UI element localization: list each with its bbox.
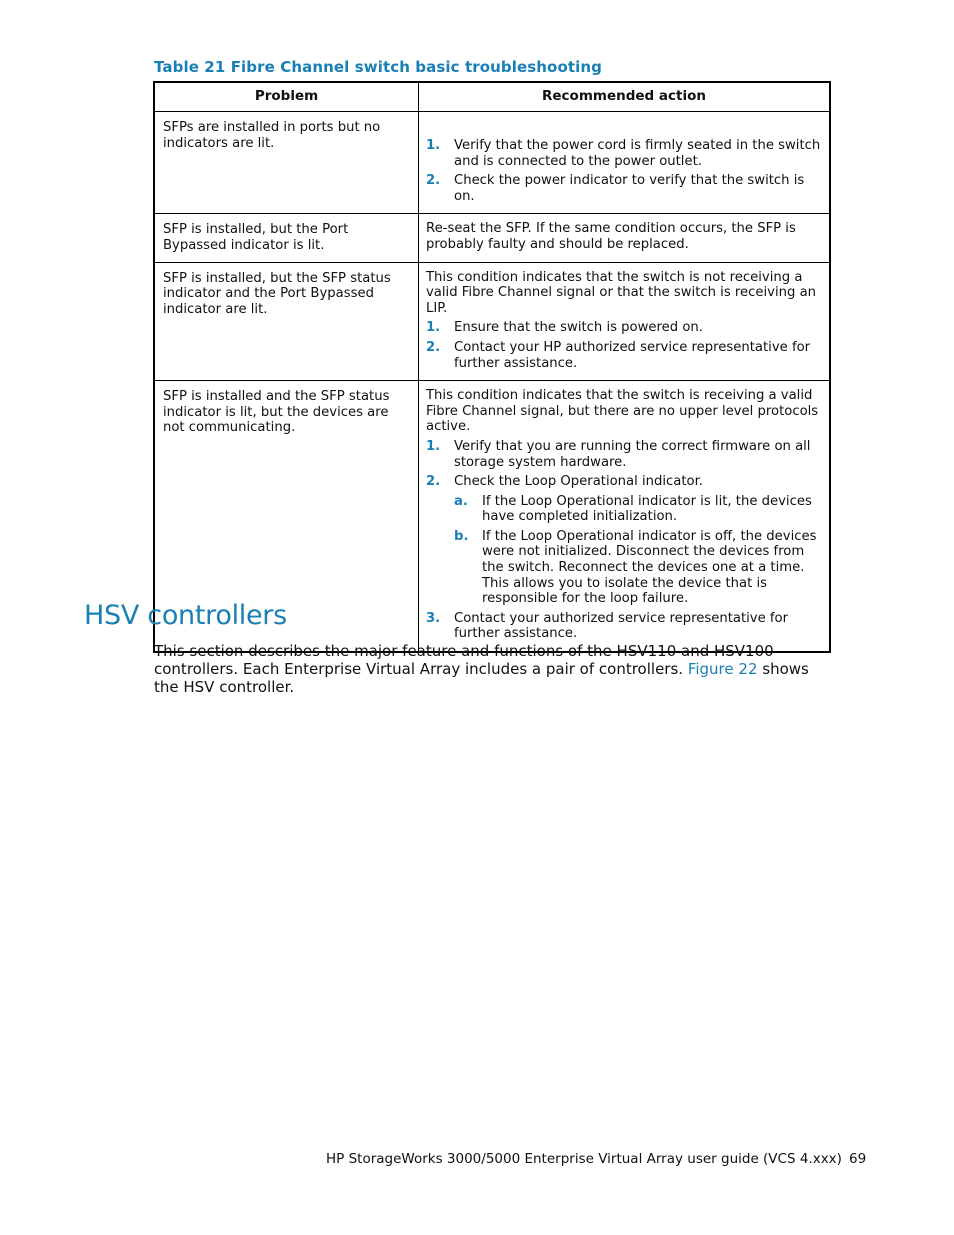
step-number: 2.	[426, 474, 441, 490]
step-number: 2.	[426, 173, 441, 189]
problem-cell: SFP is installed, but the SFP status indicator and the Port Bypassed indicator are lit.	[154, 262, 419, 381]
section-paragraph	[154, 642, 830, 696]
table-row	[154, 262, 830, 381]
step-text: Verify that the power cord is firmly seated in the switch and is connected to the power outlet.	[454, 138, 821, 169]
action-step	[426, 439, 821, 470]
step-number: 1.	[426, 320, 441, 336]
header-problem: Problem	[154, 82, 419, 112]
substep-text: If the Loop Operational indicator is off, the devices were not initialized. Disconnect the devices from the switch. Reconnect the devices one at a time. This allows you to isolate the device that is responsible for the loop failure.	[482, 528, 817, 607]
action-intro: This condition indicates that the switch is receiving a valid Fibre Channel signal, but there are no upper level protocols active.	[426, 388, 819, 435]
action-intro: This condition indicates that the switch is not receiving a valid Fibre Channel signal or that the switch is receiving an LIP.	[426, 269, 817, 316]
action-cell	[419, 262, 831, 381]
section-heading: HSV controllers	[84, 600, 287, 631]
substep-letter: a.	[454, 493, 468, 509]
step-number: 1.	[426, 138, 441, 153]
action-step	[426, 474, 821, 490]
step-text: Check the Loop Operational indicator.	[454, 474, 704, 490]
action-step	[426, 611, 821, 642]
table-caption: Table 21 Fibre Channel switch basic troubleshooting	[154, 58, 602, 76]
step-text: Contact your authorized service representative for further assistance.	[454, 610, 789, 642]
action-cell	[419, 112, 831, 214]
action-step	[426, 138, 821, 169]
action-substep	[454, 494, 821, 525]
step-number: 2.	[426, 339, 441, 355]
action-step	[426, 340, 821, 371]
substep-text: If the Loop Operational indicator is lit, the devices have completed initialization.	[482, 493, 812, 525]
table-header-row	[154, 82, 830, 112]
footer-document-title: HP StorageWorks 3000/5000 Enterprise Virtual Array user guide (VCS 4.xxx)	[326, 1151, 842, 1167]
step-text: Verify that you are running the correct firmware on all storage system hardware.	[454, 438, 811, 470]
action-substep	[454, 529, 821, 607]
step-text: Check the power indicator to verify that the switch is on.	[454, 173, 805, 204]
troubleshooting-table	[153, 81, 831, 653]
action-intro: Re-seat the SFP. If the same condition occurs, the SFP is probably faulty and should be replaced.	[426, 221, 796, 252]
table-row	[154, 112, 830, 214]
step-text: Contact your HP authorized service representative for further assistance.	[454, 339, 811, 371]
action-step	[426, 173, 821, 204]
problem-cell: SFP is installed and the SFP status indicator is lit, but the devices are not communicating.	[154, 381, 419, 652]
paragraph-text-end: shows the HSV controller.	[154, 660, 809, 696]
action-cell	[419, 381, 831, 652]
paragraph-text: This section describes the major feature and functions of the HSV110 and HSV100 controllers. Each Enterprise Virtual Array includes a pair of controllers.	[154, 642, 774, 678]
substep-letter: b.	[454, 528, 469, 544]
table-row	[154, 214, 830, 262]
action-cell	[419, 214, 831, 262]
figure-link[interactable]: Figure 22	[687, 660, 758, 678]
header-recommended-action: Recommended action	[419, 82, 831, 112]
step-text: Ensure that the switch is powered on.	[454, 320, 703, 336]
problem-cell: SFP is installed, but the Port Bypassed indicator is lit.	[154, 214, 419, 262]
problem-cell: SFPs are installed in ports but no indicators are lit.	[154, 112, 419, 214]
action-step	[426, 320, 821, 336]
step-number: 1.	[426, 438, 441, 454]
step-number: 3.	[426, 610, 441, 626]
page-number: 69	[849, 1151, 867, 1167]
